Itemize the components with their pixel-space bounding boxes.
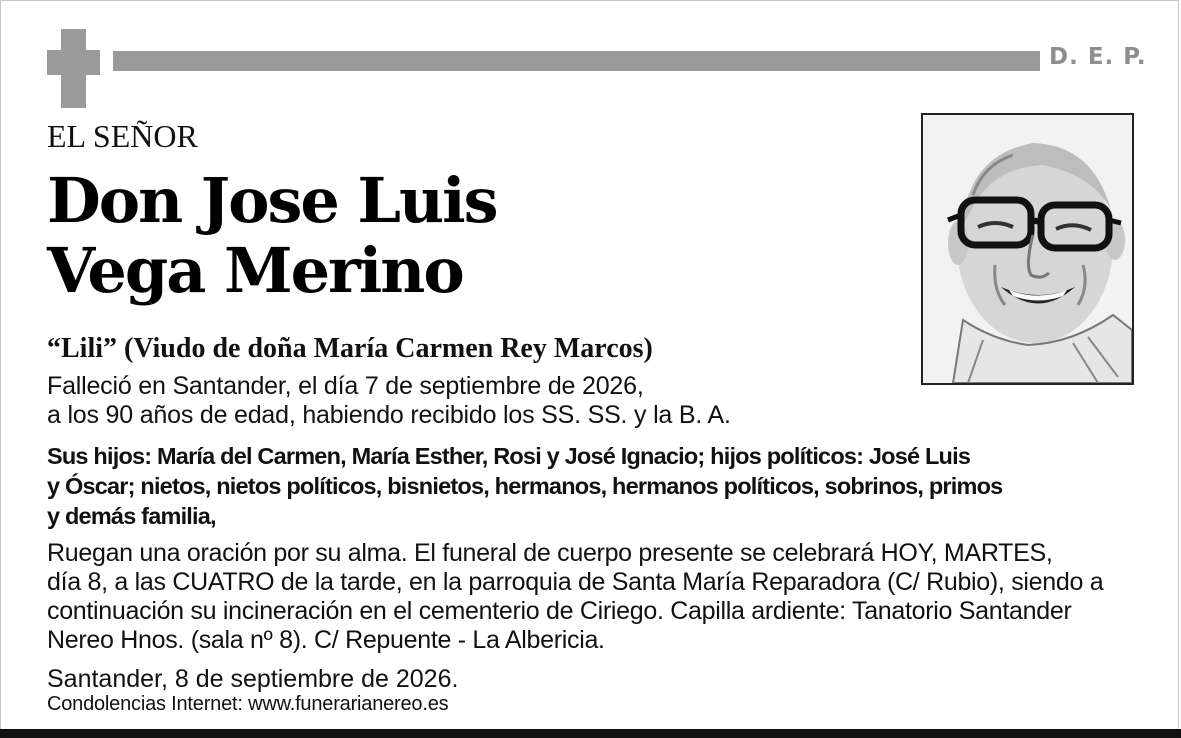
- portrait-photo: [921, 113, 1134, 385]
- portrait-image: [923, 115, 1132, 383]
- death-notice-line2: a los 90 años de edad, habiendo recibido los SS. SS. y la B. A.: [47, 401, 731, 429]
- deceased-name-line1: Don Jose Luis: [47, 164, 497, 237]
- place-date: [47, 665, 458, 694]
- header-bar: [113, 51, 1040, 71]
- deceased-alias: “Lili” (Viudo de doña María Carmen Rey Marcos): [47, 333, 653, 364]
- deceased-name-line2: Vega Merino: [47, 234, 463, 307]
- family-list: [47, 441, 1002, 531]
- bottom-rule: [0, 729, 1181, 738]
- funeral-line4: Nereo Hnos. (sala nº 8). C/ Repuente - La Albericia.: [47, 626, 605, 654]
- death-notice-line1: Falleció en Santander, el día 7 de septiembre de 2026,: [47, 372, 644, 400]
- condolences-web: Condolencias Internet: www.funerarianereo.es: [47, 693, 449, 715]
- place-date-text: Santander, 8 de septiembre de 2026.: [47, 665, 459, 693]
- cross-icon: [47, 29, 100, 108]
- deceased-name: [47, 166, 497, 306]
- death-notice: [47, 372, 731, 430]
- honorific: EL SEÑOR: [47, 118, 198, 154]
- dep-label: D. E. P.: [1049, 44, 1147, 70]
- funeral-details: [47, 539, 1103, 655]
- family-line3: y demás familia,: [47, 503, 216, 529]
- family-line2: y Óscar; nietos, nietos políticos, bisnietos, hermanos, hermanos políticos, sobrinos, primos: [47, 473, 1003, 499]
- funeral-line2: día 8, a las CUATRO de la tarde, en la parroquia de Santa María Reparadora (C/ Rubio), siendo a: [47, 568, 1104, 596]
- family-line1: Sus hijos: María del Carmen, María Esther, Rosi y José Ignacio; hijos políticos: José Luis: [47, 443, 971, 469]
- funeral-line3: continuación su incineración en el cementerio de Ciriego. Capilla ardiente: Tanatorio Santander: [47, 597, 1072, 625]
- funeral-line1: Ruegan una oración por su alma. El funeral de cuerpo presente se celebrará HOY, MARTES,: [47, 539, 1053, 567]
